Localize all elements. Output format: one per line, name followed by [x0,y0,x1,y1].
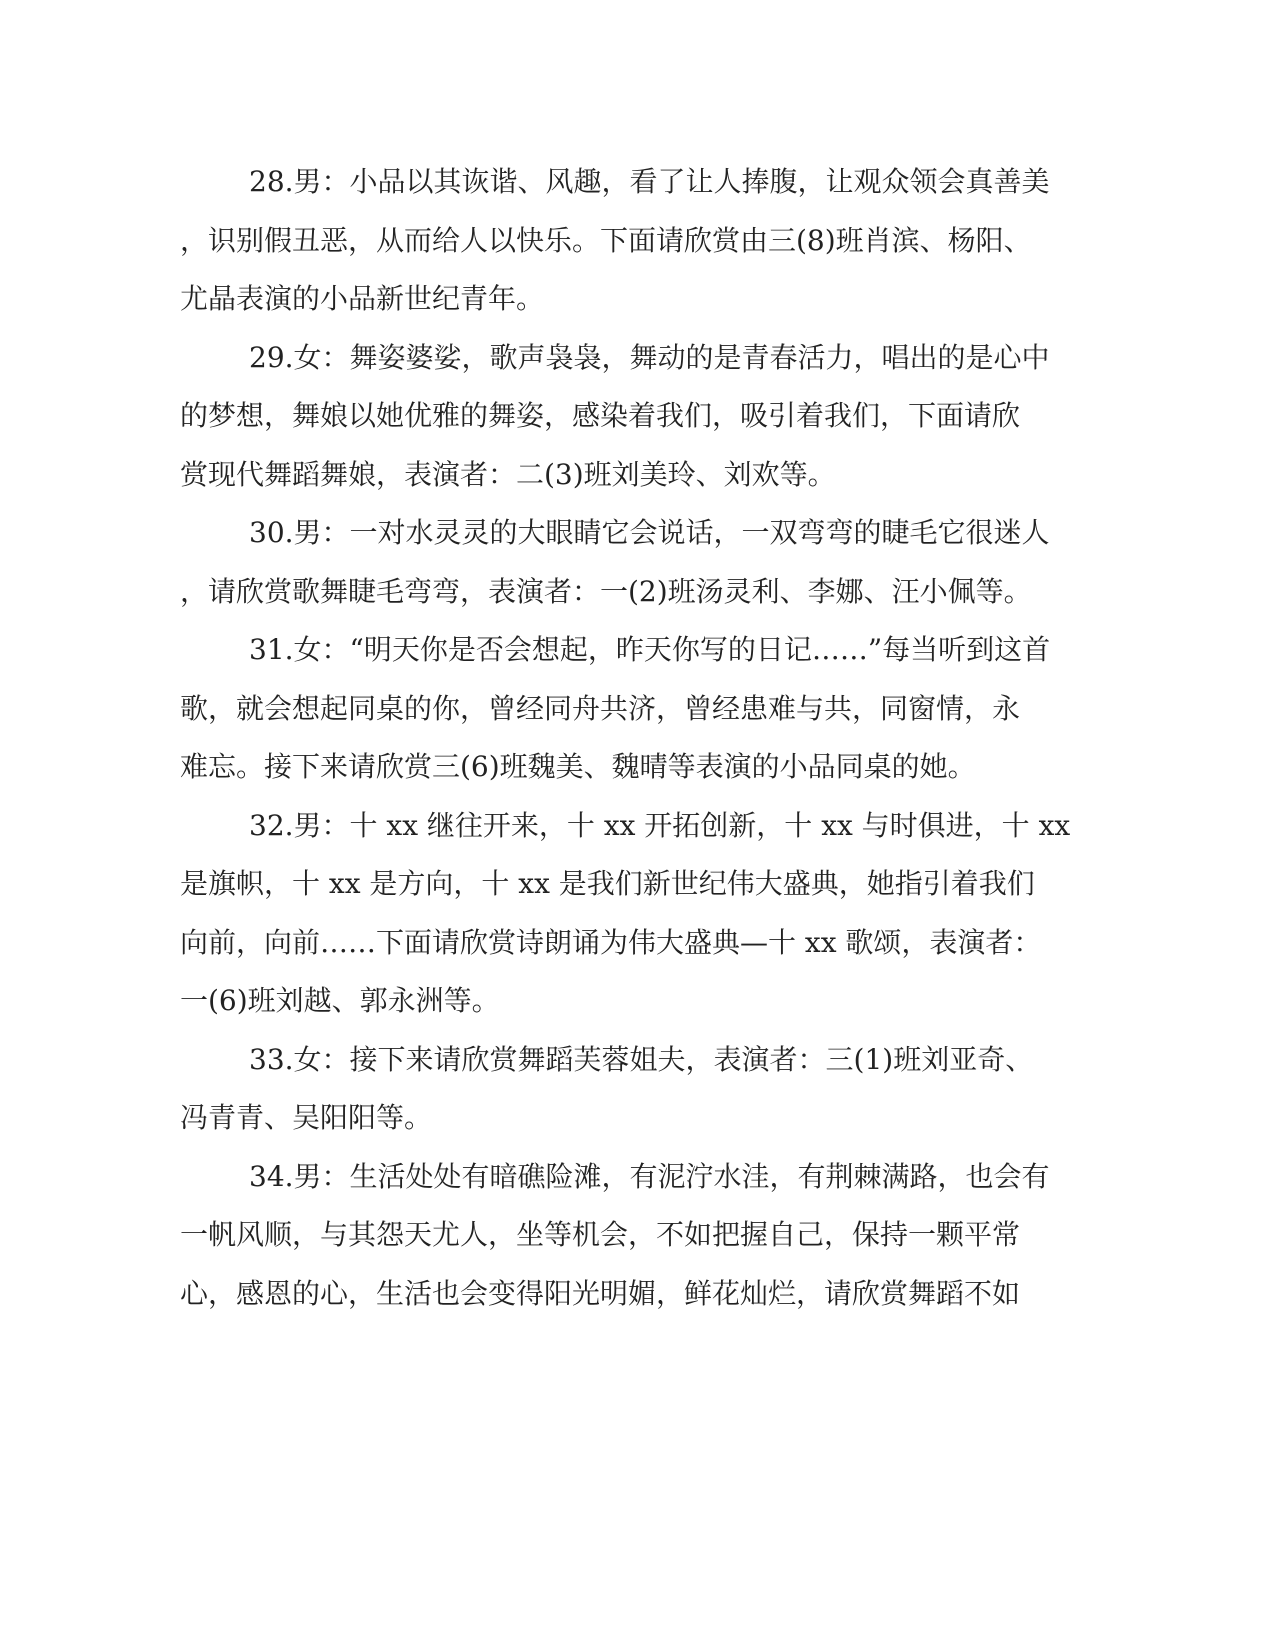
paragraph-29-line-1: 29.女：舞姿婆娑，歌声袅袅，舞动的是青春活力，唱出的是心中 [249,341,1050,374]
paragraph-30-line-1: 30.男：一对水灵灵的大眼睛它会说话，一双弯弯的睫毛它很迷人 [249,516,1050,549]
paragraph-28-line-2: ，识别假丑恶，从而给人以快乐。下面请欣赏由三(8)班肖滨、杨阳、 [180,224,1032,257]
paragraph-32-line-4: 一(6)班刘越、郭永洲等。 [180,984,500,1017]
paragraph-34-line-1: 34.男：生活处处有暗礁险滩，有泥泞水洼，有荆棘满路，也会有 [249,1160,1050,1193]
paragraph-31-line-3: 难忘。接下来请欣赏三(6)班魏美、魏晴等表演的小品同桌的她。 [180,750,976,783]
paragraph-34-line-2: 一帆风顺，与其怨天尤人，坐等机会，不如把握自己，保持一颗平常 [180,1218,1021,1251]
paragraph-31-line-2: 歌，就会想起同桌的你，曾经同舟共济，曾经患难与共，同窗情，永 [180,692,1021,725]
paragraph-33-line-2: 冯青青、吴阳阳等。 [180,1101,433,1134]
paragraph-28-line-1: 28.男：小品以其诙谐、风趣，看了让人捧腹，让观众领会真善美 [249,165,1050,198]
paragraph-32-line-2: 是旗帜，十 xx 是方向，十 xx 是我们新世纪伟大盛典，她指引着我们 [180,867,1035,900]
paragraph-34-line-3: 心，感恩的心，生活也会变得阳光明媚，鲜花灿烂，请欣赏舞蹈不如 [180,1277,1021,1310]
paragraph-32-line-3: 向前，向前……下面请欣赏诗朗诵为伟大盛典—十 xx 歌颂，表演者： [180,926,1042,959]
paragraph-29-line-2: 的梦想，舞娘以她优雅的舞姿，感染着我们，吸引着我们，下面请欣 [180,399,1021,432]
paragraph-28-line-3: 尤晶表演的小品新世纪青年。 [180,282,545,315]
paragraph-29-line-3: 赏现代舞蹈舞娘，表演者：二(3)班刘美玲、刘欢等。 [180,458,836,491]
paragraph-31-line-1: 31.女：“明天你是否会想起，昨天你写的日记……”每当听到这首 [249,633,1051,666]
paragraph-30-line-2: ，请欣赏歌舞睫毛弯弯，表演者：一(2)班汤灵利、李娜、汪小佩等。 [180,575,1032,608]
paragraph-33-line-1: 33.女：接下来请欣赏舞蹈芙蓉姐夫，表演者：三(1)班刘亚奇、 [249,1043,1034,1076]
paragraph-32-line-1: 32.男：十 xx 继往开来，十 xx 开拓创新，十 xx 与时俱进，十 xx [249,809,1071,842]
